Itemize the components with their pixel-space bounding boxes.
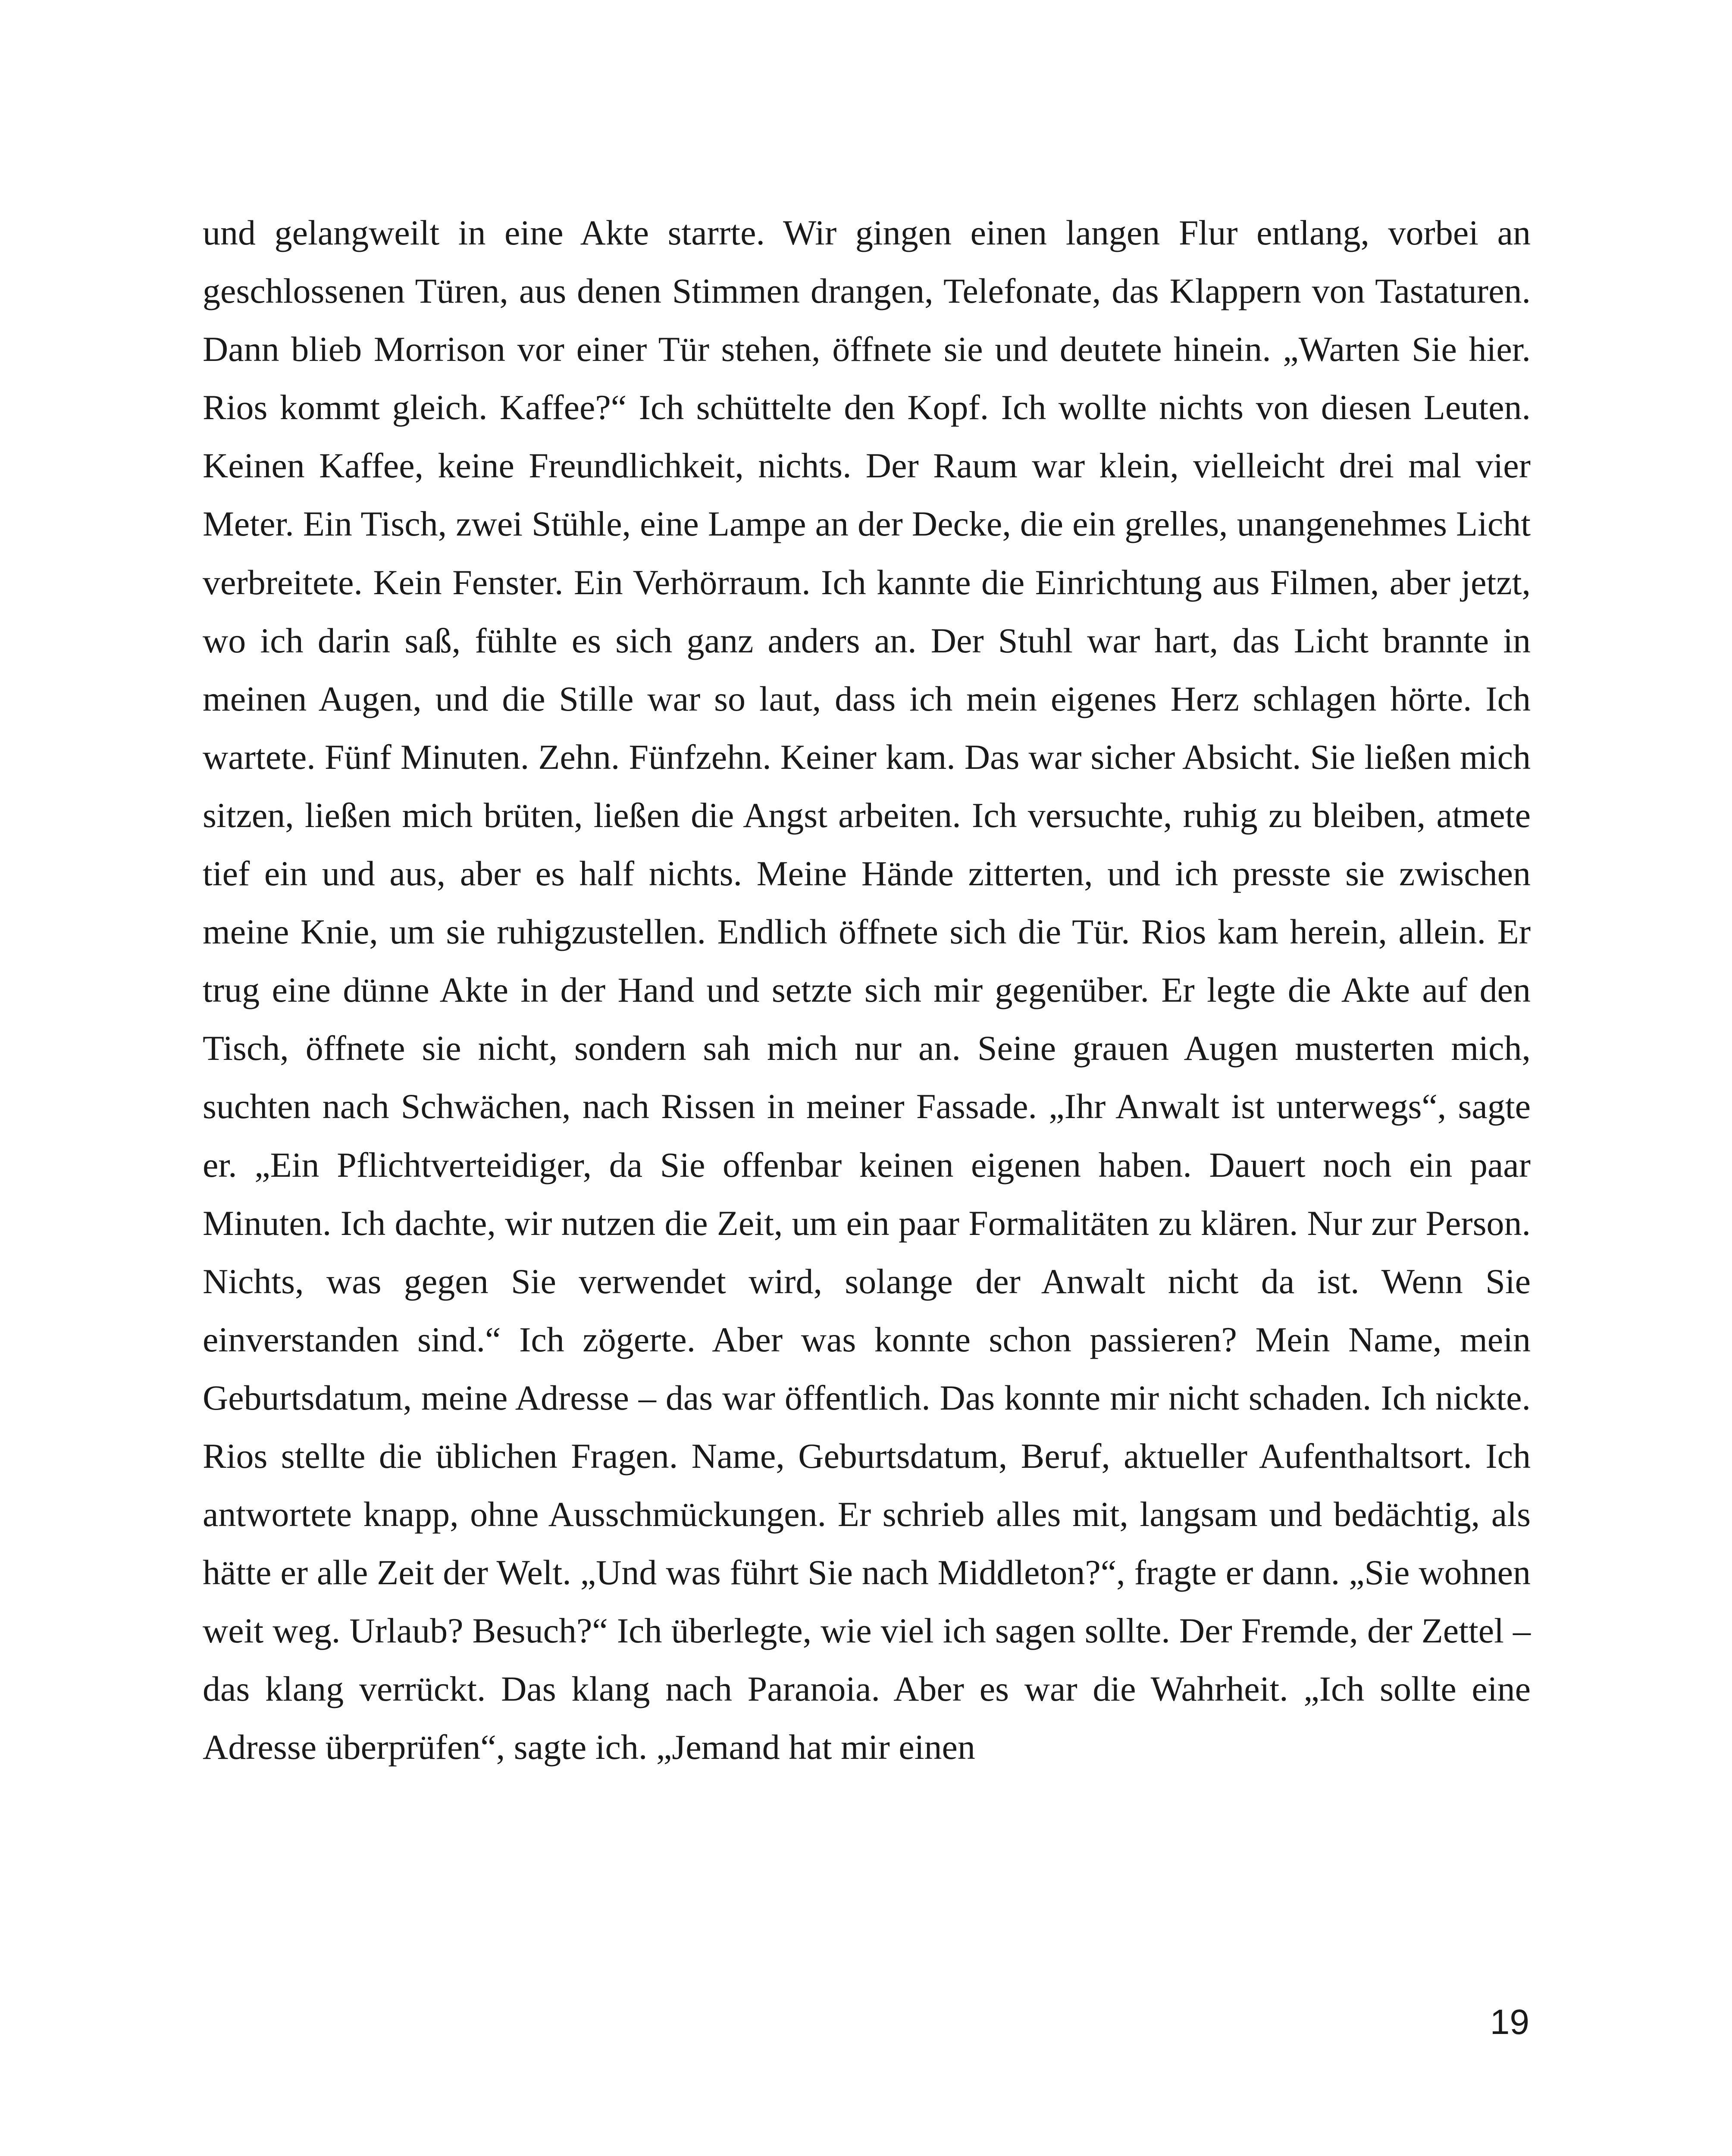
body-text: und gelangweilt in eine Akte starrte. Wir gingen einen langen Flur entlang, vorbei an geschlossenen Türen, aus denen Stimmen drangen, Telefonate, das Klappern von Tastaturen. Dann blieb Morrison vor einer Tür stehen, öffnete sie und deutete hinein. „Warten Sie hier. Rios kommt gleich. Kaffee?“ Ich schüttelte den Kopf. Ich wollte nichts von diesen Leuten. Keinen Kaffee, keine Freundlichkeit, nichts. Der Raum war klein, vielleicht drei mal vier Meter. Ein Tisch, zwei Stühle, eine Lampe an der Decke, die ein grelles, unangenehmes Licht verbreitete. Kein Fenster. Ein Verhörraum. Ich kannte die Einrichtung aus Filmen, aber jetzt, wo ich darin saß, fühlte es sich ganz anders an. Der Stuhl war hart, das Licht brannte in meinen Augen, und die Stille war so laut, dass ich mein eigenes Herz schlagen hörte. Ich wartete. Fünf Minuten. Zehn. Fünfzehn. Keiner kam. Das war sicher Absicht. Sie ließen mich sitzen, ließen mich brüten, ließen die Angst arbeiten. Ich versuchte, ruhig zu bleiben, atmete tief ein und aus, aber es half nichts. Meine Hände zitterten, und ich presste sie zwischen meine Knie, um sie ruhigzustellen. Endlich öffnete sich die Tür. Rios kam herein, allein. Er trug eine dünne Akte in der Hand und setzte sich mir gegenüber. Er legte die Akte auf den Tisch, öffnete sie nicht, sondern sah mich nur an. Seine grauen Augen musterten mich, suchten nach Schwächen, nach Rissen in meiner Fassade. „Ihr Anwalt ist unterwegs“, sagte er. „Ein Pflichtverteidiger, da Sie offenbar keinen eigenen haben. Dauert noch ein paar Minuten. Ich dachte, wir nutzen die Zeit, um ein paar Formalitäten zu klären. Nur zur Person. Nichts, was gegen Sie verwendet wird, solange der Anwalt nicht da ist. Wenn Sie einverstanden sind.“ Ich zögerte. Aber was konnte schon passieren? Mein Name, mein Geburtsdatum, meine Adresse – das war öffentlich. Das konnte mir nicht schaden. Ich nickte. Rios stellte die üblichen Fragen. Name, Geburtsdatum, Beruf, aktueller Aufenthaltsort. Ich antwortete knapp, ohne Ausschmückungen. Er schrieb alles mit, langsam und bedächtig, als hätte er alle Zeit der Welt. „Und was führt Sie nach Middleton?“, fragte er dann. „Sie wohnen weit weg. Urlaub? Besuch?“ Ich überlegte, wie viel ich sagen sollte. Der Fremde, der Zettel – das klang verrückt. Das klang nach Paranoia. Aber es war die Wahrheit. „Ich sollte eine Adresse überprüfen“, sagte ich. „Jemand hat mir einen	[203, 213, 1531, 1767]
page-number: 19	[1490, 2002, 1529, 2042]
